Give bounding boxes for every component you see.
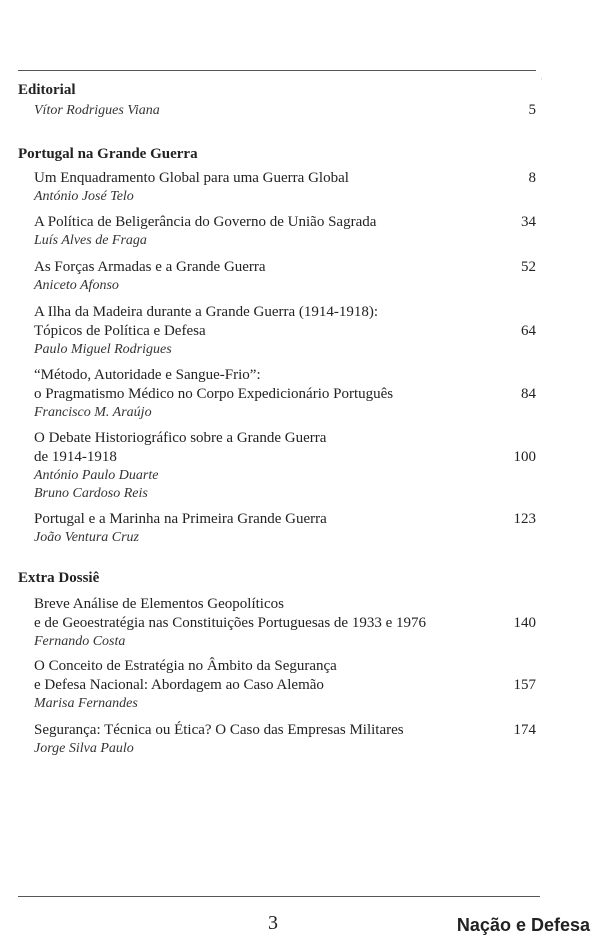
entry-page: 34 (521, 214, 536, 230)
entry-title: de 1914-1918 (34, 449, 117, 465)
entry-page: 100 (513, 449, 536, 465)
toc-entry (34, 213, 536, 250)
entry-title: “Método, Autoridade e Sangue-Frio”: (34, 367, 261, 383)
entry-author: Marisa Fernandes (34, 696, 138, 711)
entry-title: Um Enquadramento Global para uma Guerra Global (34, 170, 349, 186)
top-rule (18, 70, 536, 71)
toc-entry (34, 169, 536, 206)
section-title-editorial: Editorial (18, 82, 76, 98)
entry-author: Vítor Rodrigues Viana (34, 103, 160, 118)
entry-author: Paulo Miguel Rodrigues (34, 342, 172, 357)
toc-entry (34, 102, 536, 120)
entry-page: 52 (521, 259, 536, 275)
entry-title: As Forças Armadas e a Grande Guerra (34, 259, 266, 275)
entry-title: Tópicos de Política e Defesa (34, 323, 206, 339)
toc-entry (34, 595, 536, 651)
entry-author: Francisco M. Araújo (34, 405, 152, 420)
entry-page: 5 (528, 102, 536, 118)
entry-title: e Defesa Nacional: Abordagem ao Caso Alemão (34, 677, 324, 693)
entry-title: o Pragmatismo Médico no Corpo Expedicionário Português (34, 386, 394, 402)
entry-title: A Ilha da Madeira durante a Grande Guerra (1914-1918): (34, 304, 379, 320)
journal-title: Nação e Defesa (456, 915, 590, 935)
entry-author: Bruno Cardoso Reis (34, 486, 148, 501)
entry-title: O Debate Historiográfico sobre a Grande Guerra (34, 430, 327, 446)
toc-entry (34, 721, 536, 758)
toc-entry (34, 510, 536, 547)
entry-author: Fernando Costa (34, 634, 126, 649)
toc-entry (34, 657, 536, 713)
entry-page: 64 (521, 323, 536, 339)
toc-entry (34, 366, 536, 422)
entry-author: Jorge Silva Paulo (34, 741, 134, 756)
entry-author: João Ventura Cruz (34, 530, 139, 545)
entry-author: Aniceto Afonso (34, 278, 119, 293)
entry-author: António José Telo (34, 189, 134, 204)
entry-page: 140 (513, 615, 536, 631)
entry-title: Portugal e a Marinha na Primeira Grande Guerra (34, 511, 327, 527)
entry-title: Breve Análise de Elementos Geopolíticos (34, 596, 284, 612)
entry-title: e de Geoestratégia nas Constituições Portuguesas de 1933 e 1976 (34, 615, 426, 631)
entry-author: Luís Alves de Fraga (34, 233, 147, 248)
entry-page: 157 (513, 677, 536, 693)
entry-title: Segurança: Técnica ou Ética? O Caso das Empresas Militares (34, 722, 404, 738)
entry-author: António Paulo Duarte (34, 468, 159, 483)
entry-page: 8 (528, 170, 536, 186)
toc-entry (34, 258, 536, 295)
entry-title: A Política de Beligerância do Governo de União Sagrada (34, 214, 377, 230)
scan-speck: · (540, 74, 543, 84)
entry-page: 174 (513, 722, 536, 738)
section-title-portugal-na-grande-guerra: Portugal na Grande Guerra (18, 146, 198, 162)
folio-page-number: 3 (268, 912, 278, 934)
entry-page: 84 (521, 386, 536, 402)
toc-entry (34, 429, 536, 503)
section-title-extra-dossie: Extra Dossiê (18, 570, 100, 586)
entry-title: O Conceito de Estratégia no Âmbito da Segurança (34, 658, 337, 674)
entry-page: 123 (513, 511, 536, 527)
toc-entry (34, 303, 536, 359)
bottom-rule (18, 896, 540, 897)
